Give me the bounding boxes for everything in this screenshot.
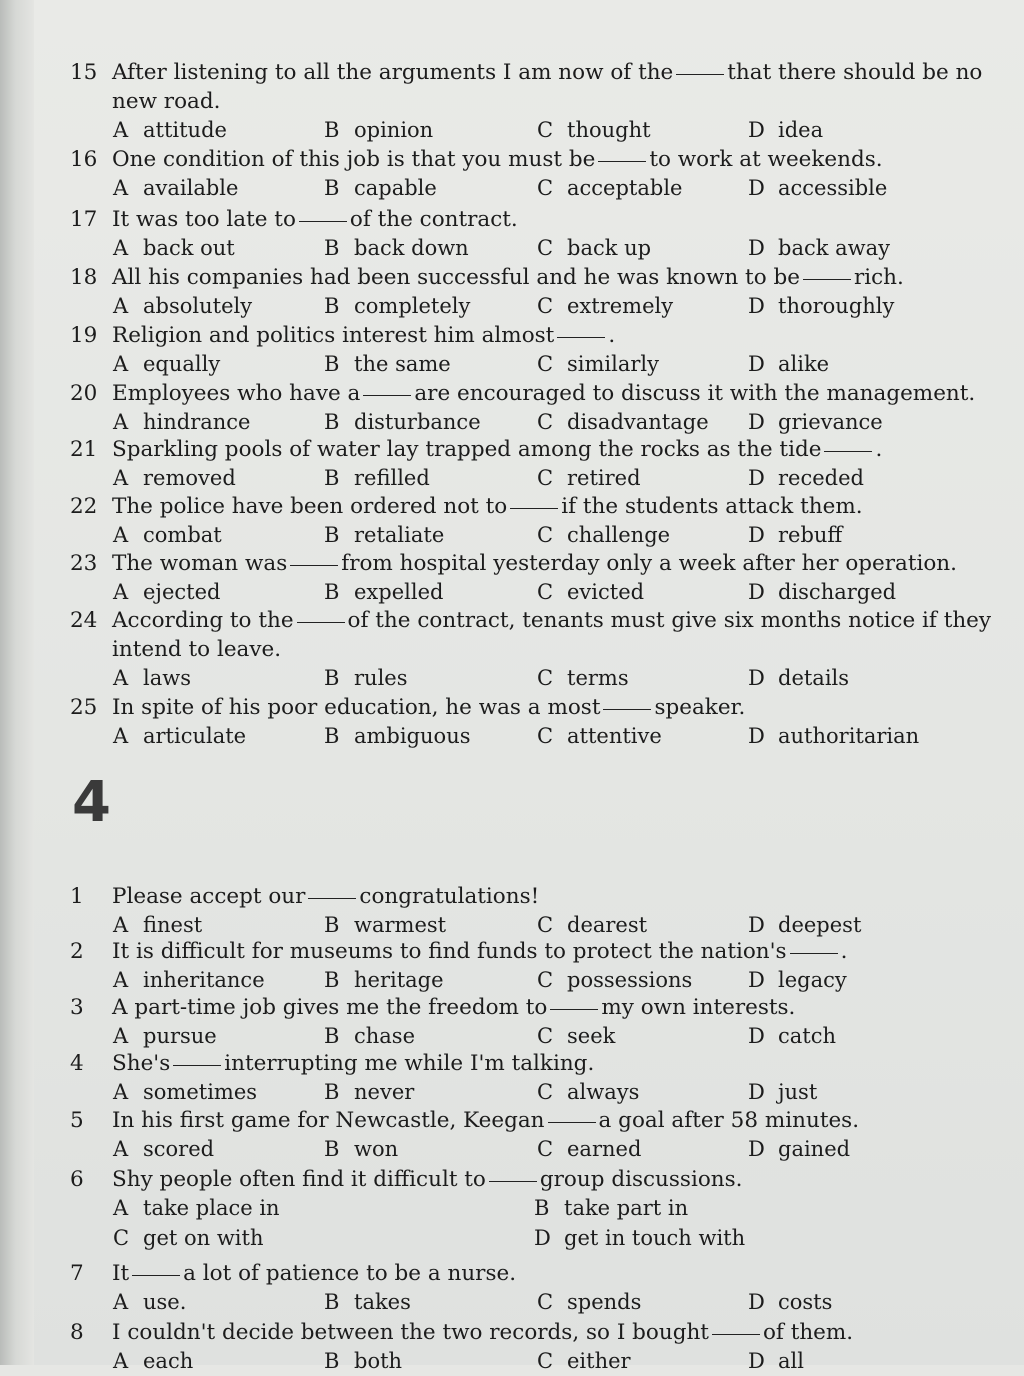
answer-blank [132,1274,180,1276]
option-a: A laws [113,666,191,690]
question-number: 16 [70,147,98,172]
option-a: A pursue [113,1024,217,1048]
option-d: D costs [748,1290,833,1314]
question-1 [70,882,1018,940]
question-stem: Sparkling pools of water lay trapped among the rocks as the tide . [112,437,883,462]
answer-blank [308,897,356,899]
option-c: C extremely [537,294,674,318]
option-a: A available [113,176,239,200]
option-c: C challenge [537,523,671,547]
question-18 [70,263,1018,321]
option-b: B disturbance [324,410,481,434]
option-c: C disadvantage [537,410,709,434]
answer-blank [489,1180,537,1182]
question-22 [70,492,1018,550]
question-number: 4 [70,1051,84,1076]
question-stem: She's interrupting me while I'm talking. [112,1051,595,1076]
option-c: C acceptable [537,176,683,200]
option-c: C similarly [537,352,659,376]
option-b: B back down [324,236,469,260]
option-d: D accessible [748,176,888,200]
question-stem: It is difficult for museums to find funds to protect the nation's . [112,939,848,964]
option-d: D idea [748,118,824,142]
question-3 [70,993,1018,1051]
option-c: C evicted [537,580,645,604]
answer-blank [824,450,872,452]
question-stem: I couldn't decide between the two records, so I bought of them. [112,1320,854,1345]
option-b: B heritage [324,968,444,992]
answer-blank [548,1121,596,1123]
question-stem: In his first game for Newcastle, Keegan a goal after 58 minutes. [112,1108,860,1133]
question-number: 6 [70,1167,84,1192]
question-stem: Employees who have a are encouraged to discuss it with the management. [112,381,976,406]
option-a: A articulate [113,724,247,748]
option-b: B never [324,1080,415,1104]
answer-blank [790,952,838,954]
answer-blank [557,336,605,338]
answer-blank [299,220,347,222]
option-d: D grievance [748,410,883,434]
answer-options [70,521,1018,550]
question-number: 5 [70,1108,84,1133]
answer-options [70,1347,1018,1376]
option-c: C possessions [537,968,693,992]
option-c: C seek [537,1024,616,1048]
question-15 [70,58,1018,145]
option-a: A combat [113,523,222,547]
page-binding-edge [0,0,34,1365]
option-d: D rebuff [748,523,843,547]
option-a: A hindrance [113,410,251,434]
answer-options [70,1022,1018,1051]
question-stem: Religion and politics interest him almost . [112,323,616,348]
option-a: A take place in [113,1196,280,1220]
answer-blank [676,73,724,75]
option-b: B take part in [534,1196,689,1220]
option-c: C back up [537,236,652,260]
option-d: D catch [748,1024,837,1048]
question-stem: Please accept our congratulations! [112,884,540,909]
answer-options [70,464,1018,493]
question-number: 21 [70,437,98,462]
option-d: D deepest [748,913,862,937]
option-a: A use. [113,1290,187,1314]
question-4 [70,1049,1018,1107]
question-number: 19 [70,323,98,348]
option-d: D authoritarian [748,724,920,748]
option-b: B retaliate [324,523,445,547]
option-d: D all [748,1349,804,1373]
question-21 [70,435,1018,493]
question-5 [70,1106,1018,1164]
question-25 [70,693,1018,751]
answer-options [70,408,1018,437]
answer-options [70,911,1018,940]
option-b: B chase [324,1024,416,1048]
option-c: C either [537,1349,631,1373]
option-a: A equally [113,352,221,376]
option-c: C attentive [537,724,662,748]
option-d: D back away [748,236,891,260]
question-stem: After listening to all the arguments I am now of the that there should be no new road. [112,60,983,114]
option-b: B expelled [324,580,444,604]
question-stem: Shy people often find it difficult to group discussions. [112,1167,743,1192]
option-b: B both [324,1349,403,1373]
option-b: B refilled [324,466,430,490]
question-6 [70,1165,1018,1252]
question-23 [70,549,1018,607]
option-c: C retired [537,466,641,490]
question-17 [70,205,1018,263]
answer-blank [297,621,345,623]
option-c: C spends [537,1290,642,1314]
answer-blank [290,564,338,566]
section-heading: 4 [72,770,111,835]
option-d: D receded [748,466,864,490]
option-c: C thought [537,118,651,142]
answer-options [70,234,1018,263]
question-number: 7 [70,1261,84,1286]
option-b: B opinion [324,118,434,142]
answer-options [70,116,1018,145]
question-stem: A part-time job gives me the freedom to my own interests. [112,995,796,1020]
answer-blank [363,394,411,396]
option-a: A each [113,1349,194,1373]
option-b: B takes [324,1290,411,1314]
option-b: B won [324,1137,399,1161]
question-20 [70,379,1018,437]
option-d: D just [748,1080,818,1104]
answer-blank [510,507,558,509]
question-stem: All his companies had been successful and he was known to be rich. [112,265,904,290]
option-c: C always [537,1080,640,1104]
question-8 [70,1318,1018,1376]
answer-options [70,1078,1018,1107]
option-d: D alike [748,352,830,376]
answer-blank [803,278,851,280]
answer-options [70,1135,1018,1164]
answer-options [70,1194,1018,1252]
option-b: B warmest [324,913,447,937]
question-24 [70,606,1018,693]
question-number: 8 [70,1320,84,1345]
question-number: 1 [70,884,84,909]
question-19 [70,321,1018,379]
answer-options [70,966,1018,995]
option-d: D details [748,666,850,690]
question-number: 20 [70,381,98,406]
answer-blank [173,1064,221,1066]
option-a: A inheritance [113,968,265,992]
question-stem: It a lot of patience to be a nurse. [112,1261,517,1286]
option-d: D gained [748,1137,851,1161]
option-a: A removed [113,466,236,490]
question-number: 3 [70,995,84,1020]
question-stem: The woman was from hospital yesterday only a week after her operation. [112,551,957,576]
answer-blank [712,1333,760,1335]
option-a: A sometimes [113,1080,258,1104]
question-2 [70,937,1018,995]
question-number: 18 [70,265,98,290]
answer-options [70,664,1018,693]
option-d: D legacy [748,968,847,992]
question-7 [70,1259,1018,1317]
question-stem: According to the of the contract, tenants must give six months notice if they intend to leave. [112,608,992,662]
option-c: C terms [537,666,629,690]
question-16 [70,145,1018,203]
question-number: 23 [70,551,98,576]
option-a: A finest [113,913,203,937]
option-c: C get on with [113,1226,264,1250]
option-d: D thoroughly [748,294,895,318]
option-a: A absolutely [113,294,253,318]
question-number: 24 [70,608,98,633]
option-d: D get in touch with [534,1226,746,1250]
question-stem: The police have been ordered not to if the students attack them. [112,494,863,519]
answer-blank [598,160,646,162]
option-b: B capable [324,176,437,200]
question-stem: One condition of this job is that you must be to work at weekends. [112,147,883,172]
option-c: C dearest [537,913,648,937]
question-number: 2 [70,939,84,964]
answer-options [70,578,1018,607]
answer-blank [603,708,651,710]
question-number: 25 [70,695,98,720]
question-stem: In spite of his poor education, he was a most speaker. [112,695,746,720]
option-b: B the same [324,352,451,376]
answer-blank [550,1008,598,1010]
option-b: B rules [324,666,408,690]
answer-options [70,174,1018,203]
question-stem: It was too late to of the contract. [112,207,518,232]
option-b: B completely [324,294,471,318]
option-a: A back out [113,236,235,260]
answer-options [70,722,1018,751]
question-number: 15 [70,60,98,85]
question-number: 22 [70,494,98,519]
option-a: A scored [113,1137,215,1161]
option-a: A attitude [113,118,227,142]
option-c: C earned [537,1137,642,1161]
option-b: B ambiguous [324,724,471,748]
option-a: A ejected [113,580,221,604]
option-d: D discharged [748,580,897,604]
answer-options [70,292,1018,321]
question-number: 17 [70,207,98,232]
answer-options [70,350,1018,379]
answer-options [70,1288,1018,1317]
